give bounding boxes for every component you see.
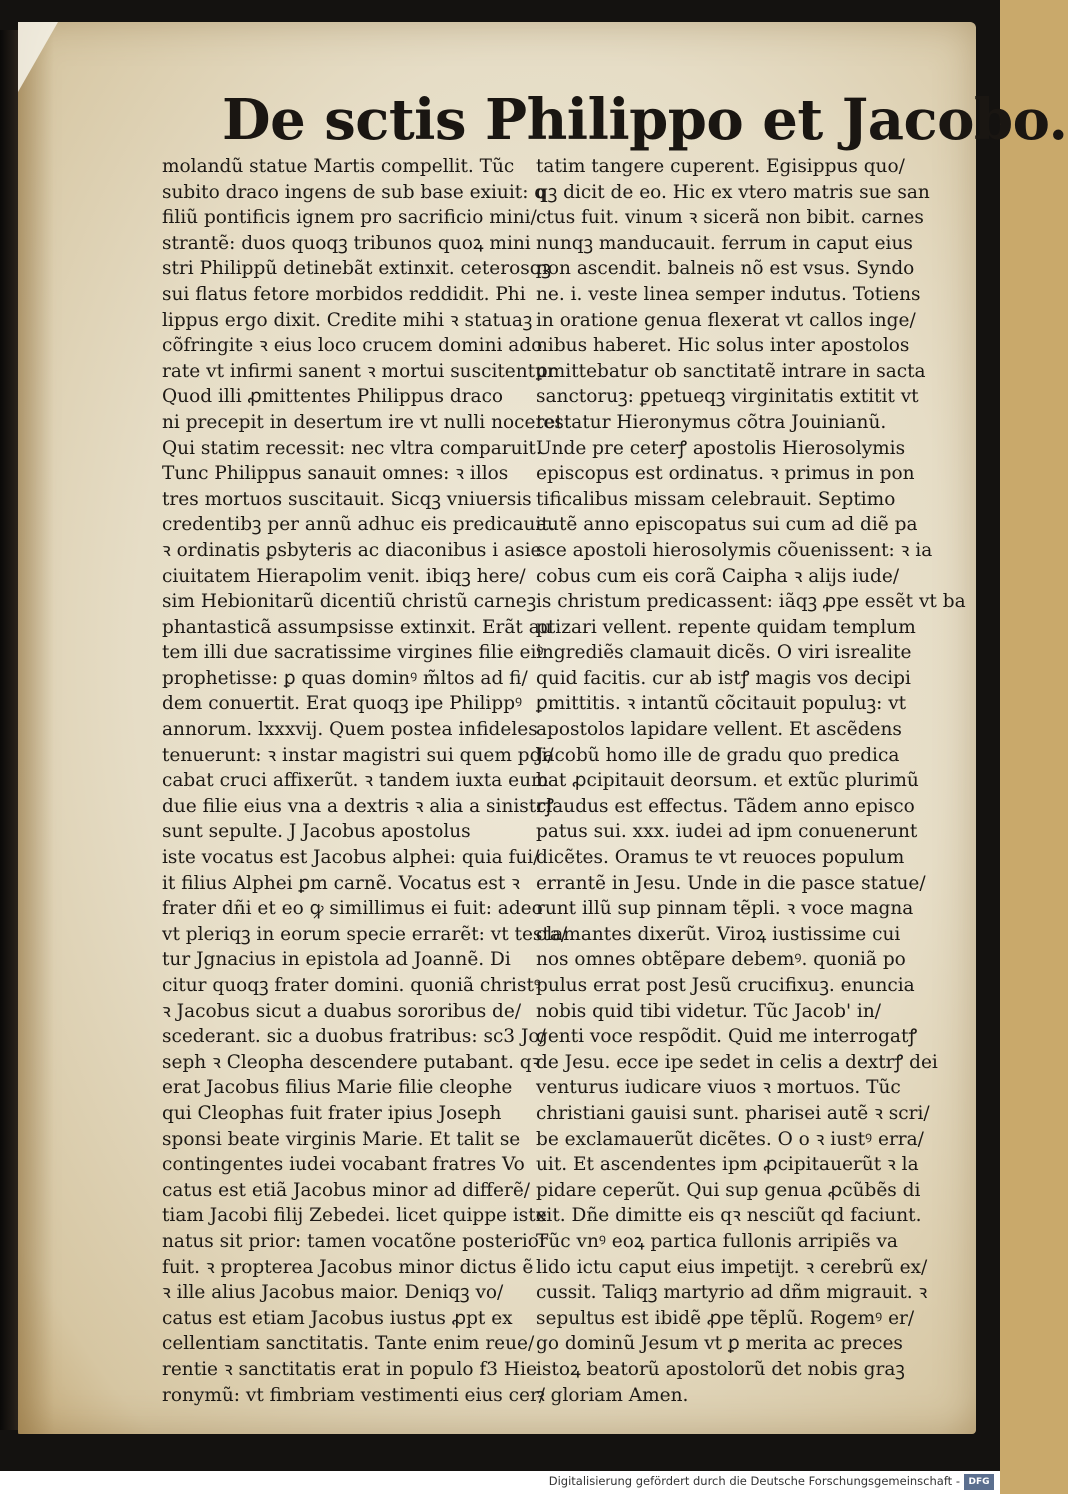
text-line: frater dñi et eo ꝙ simillimus ei fuit: adeo (162, 898, 543, 920)
text-line: due filie eius vna a dextris ꝛ alia a sinistrꝭ (162, 795, 554, 817)
text-line: cõfringite ꝛ eius loco crucem domini ado (162, 335, 543, 357)
text-line: cobus cum eis corã Caipha ꝛ alijs iude/ (536, 565, 900, 587)
text-line: christiani gauisi sunt. pharisei autẽ ꝛ scri/ (536, 1102, 930, 1124)
text-line: sui flatus fetore morbidos reddidit. Phi (162, 283, 526, 305)
text-line: tiam Jacobi filij Zebedei. licet quippe iste (162, 1205, 547, 1227)
text-line: fuit. ꝛ propterea Jacobus minor dictus ẽ (162, 1256, 534, 1278)
text-line: sepultus est ibidẽ ꝓpe tẽplũ. Rogemꝰ er/ (536, 1307, 915, 1329)
text-line: Unde pre ceterꝭ apostolis Hierosolymis (536, 437, 906, 459)
text-line: phantasticã assumpsisse extinxit. Erãt au (162, 616, 552, 638)
text-column-right (536, 154, 966, 1408)
text-line: clamantes dixerũt. Viroꝝ iustissime cui (536, 923, 901, 945)
text-line: ni precepit in desertum ire vt nulli noceret (162, 411, 563, 433)
page-title: De sctis Philippo et Jacobo. (222, 87, 1068, 153)
text-line: ptizari vellent. repente quidam templum (536, 616, 916, 638)
text-line: citur quoqꝫ frater domini. quoniã christꝰ (162, 975, 541, 996)
text-line: cussit. Taliqꝫ martyrio ad dñm migrauit. ꝛ (536, 1282, 928, 1304)
text-line: dicẽtes. Oramus te vt reuoces populum (536, 847, 905, 869)
text-line: qui Cleophas fuit frater ipius Joseph (162, 1102, 502, 1124)
text-line: Jacobũ homo ille de gradu quo predica (536, 744, 900, 766)
text-line: it filius Alphei ꝑm carnẽ. Vocatus est ꝛ (162, 872, 520, 894)
text-line: claudus est effectus. Tãdem anno episco (536, 795, 915, 817)
text-line: catus est etiã Jacobus minor ad differẽ/ (162, 1179, 531, 1201)
text-line: sanctoruꝫ: ꝑpetueqꝫ virginitatis extitit vt (536, 386, 919, 408)
book-page (18, 22, 1068, 1434)
text-line: subito draco ingens de sub base exiuit: q (162, 181, 547, 203)
text-line: contingentes iudei vocabant fratres Vo (162, 1154, 525, 1176)
text-line: pulus errat post Jesũ crucifixuꝫ. enuncia (536, 975, 915, 996)
text-line: nibus haberet. Hic solus inter apostolos (536, 335, 910, 357)
text-line: strantẽ: duos quoqꝫ tribunos quoꝝ mini (162, 232, 531, 254)
text-line: ꝛ ille alius Jacobus maior. Deniqꝫ vo/ (162, 1282, 504, 1304)
text-line: tres mortuos suscitauit. Sicqꝫ vniuersis (162, 488, 532, 510)
text-line: testatur Hieronymus cõtra Jouinianũ. (536, 411, 887, 433)
text-column-left (162, 154, 568, 1408)
text-line: venturus iudicare viuos ꝛ mortuos. Tũc (536, 1077, 901, 1099)
text-line: cabat cruci affixerũt. ꝛ tandem iuxta eum (162, 770, 549, 792)
text-line: scederant. sic a duobus fratribus: sc3 Jo/ (162, 1026, 546, 1048)
text-line: ronymũ: vt fimbriam vestimenti eius cer/ (162, 1384, 546, 1406)
page-corner-fold (18, 22, 58, 92)
text-line: natus sit prior: tamen vocatõne posterior (162, 1230, 548, 1252)
text-line: quid facitis. cur ab istꝭ magis vos decipi (536, 667, 911, 689)
text-line: genti voce respõdit. Quid me interrogatꝭ (536, 1026, 918, 1048)
text-line: filiũ pontificis ignem pro sacrificio mini/ (162, 207, 537, 229)
text-line: ingrediẽs clamauit dicẽs. O viri isrealite (536, 642, 912, 664)
text-line: runt illũ sup pinnam tẽpli. ꝛ voce magna (536, 898, 914, 920)
text-line: rate vt infirmi sanent ꝛ mortui suscitentur (162, 360, 556, 382)
text-line: is christum predicassent: iãqꝫ ꝓpe essẽt vt ba (536, 591, 966, 613)
text-line: tenuerunt: ꝛ instar magistri sui quem pdi/ (162, 744, 554, 766)
text-line: annorum. lxxxvij. Quem postea infideles (162, 719, 538, 741)
text-line: catus est etiam Jacobus iustus ꝓpt ex (162, 1307, 513, 1329)
text-line: sim Hebionitarũ dicentiũ christũ carneꝫ (162, 591, 537, 613)
page-gutter-shading (18, 22, 54, 1434)
text-line: nobis quid tibi videtur. Tũc Jacob' in/ (536, 1000, 881, 1022)
text-line: credentibꝫ per annũ adhuc eis predicauit. (162, 514, 555, 536)
text-line: episcopus est ordinatus. ꝛ primus in pon (536, 463, 915, 485)
text-line: go dominũ Jesum vt ꝑ merita ac preces (536, 1333, 903, 1355)
text-line: de Jesu. ecce ipe sedet in celis a dextrꝭ dei (536, 1051, 938, 1073)
text-line: bat ꝓcipitauit deorsum. et extũc plurimũ (536, 770, 919, 792)
text-line: seph ꝛ Cleopha descendere putabant. qꝛ (162, 1051, 541, 1073)
text-line: Qui statim recessit: nec vltra comparuit. (162, 437, 542, 459)
text-line: tur Jgnacius in epistola ad Joannẽ. Di (162, 949, 511, 971)
text-line: vt pleriqꝫ in eorum specie errarẽt: vt testa/ (162, 923, 568, 945)
text-line: prophetisse: ꝑ quas dominꝰ m̃ltos ad fi/ (162, 667, 528, 689)
text-line: ꝑmittebatur ob sanctitatẽ intrare in sacta (536, 360, 926, 382)
text-line: sce apostoli hierosolymis cõuenissent: ꝛ ia (536, 539, 933, 561)
text-line: Quod illi ꝓmittentes Philippus draco (162, 386, 504, 408)
text-line: sunt sepulte. J Jacobus apostolus (162, 821, 471, 843)
text-line: erat Jacobus filius Marie filie cleophe (162, 1077, 513, 1099)
text-line: qꝫ dicit de eo. Hic ex vtero matris sue san (536, 181, 930, 203)
text-line: ꝛ ordinatis ꝑsbyteris ac diaconibus i asie (162, 539, 542, 561)
text-line: nos omnes obtẽpare debemꝰ. quoniã po (536, 949, 906, 971)
text-line: sponsi beate virginis Marie. Et talit se (162, 1128, 521, 1150)
text-line: rentie ꝛ sanctitatis erat in populo f3 Hie (162, 1358, 537, 1380)
text-line: ꝛ gloriam Amen. (536, 1384, 689, 1406)
text-line: iste vocatus est Jacobus alphei: quia fui/ (162, 847, 540, 869)
text-line: Tunc Philippus sanauit omnes: ꝛ illos (162, 463, 509, 485)
text-line: tatim tangere cuperent. Egisippus quo/ (536, 156, 905, 177)
text-line: tem illi due sacratissime virgines filie eiꝰ (162, 642, 544, 664)
text-line: non ascendit. balneis nõ est vsus. Syndo (536, 258, 915, 280)
text-line: ꝑmittitis. ꝛ intantũ cõcitauit populuꝫ: vt (536, 693, 907, 715)
text-line: patus sui. xxx. iudei ad ipm conuenerunt (536, 821, 918, 843)
text-line: lippus ergo dixit. Credite mihi ꝛ statuaꝫ (162, 309, 533, 331)
text-line: dem conuertit. Erat quoqꝫ ipe Philippꝰ (162, 693, 523, 715)
footer-credit: Digitalisierung gefördert durch die Deutsche Forschungsgemeinschaft - (548, 1474, 960, 1488)
footer-bar (0, 1471, 1000, 1494)
text-line: ne. i. veste linea semper indutus. Totiens (536, 283, 921, 305)
text-line: be exclamauerũt dicẽtes. O o ꝛ iustꝰ erra/ (536, 1128, 924, 1150)
text-line: xit. Dñe dimitte eis qꝛ nesciũt qd faciunt. (536, 1205, 922, 1227)
text-line: istoꝝ beatorũ apostolorũ det nobis graꝫ (536, 1358, 905, 1380)
text-line: in oratione genua flexerat vt callos inge/ (536, 309, 916, 331)
text-line: nunqꝫ manducauit. ferrum in caput eius (536, 232, 913, 254)
text-line: ꝛ Jacobus sicut a duabus sororibus de/ (162, 1000, 522, 1022)
dfg-logo: DFG (964, 1474, 994, 1490)
text-line: uit. Et ascendentes ipm ꝓcipitauerũt ꝛ la (536, 1154, 919, 1176)
text-line: errantẽ in Jesu. Unde in die pasce statue/ (536, 872, 926, 894)
text-line: apostolos lapidare vellent. Et ascẽdens (536, 719, 902, 741)
text-line: molandũ statue Martis compellit. Tũc (162, 156, 515, 177)
text-line: pidare ceperũt. Qui sup genua ꝓcũbẽs di (536, 1179, 921, 1201)
text-line: tificalibus missam celebrauit. Septimo (536, 488, 896, 510)
text-line: ciuitatem Hierapolim venit. ibiqꝫ here/ (162, 565, 526, 587)
text-line: Tũc vnꝰ eoꝝ partica fullonis arripiẽs va (536, 1230, 898, 1252)
text-line: cellentiam sanctitatis. Tante enim reue/ (162, 1333, 535, 1355)
text-line: ctus fuit. vinum ꝛ sicerã non bibit. carnes (536, 207, 924, 229)
text-line: autẽ anno episcopatus sui cum ad diẽ pa (536, 514, 918, 536)
text-line: lido ictu caput eius impetijt. ꝛ cerebrũ ex/ (536, 1256, 928, 1278)
text-line: stri Philippũ detinebãt extinxit. ceterosqꝫ (162, 258, 552, 280)
